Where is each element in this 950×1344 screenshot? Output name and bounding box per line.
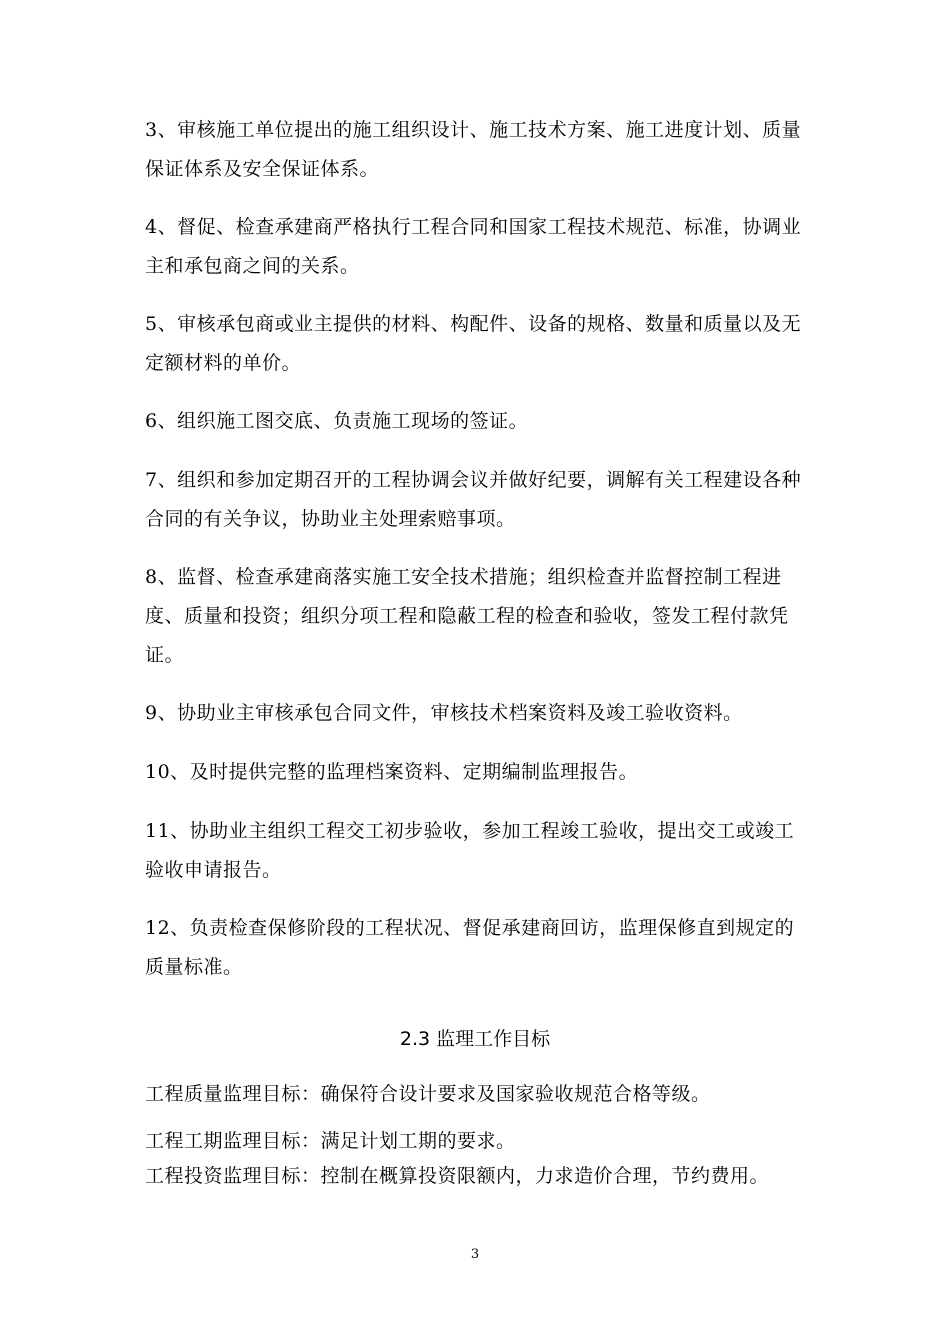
list-item-7: 7、组织和参加定期召开的工程协调会议并做好纪要，调解有关工程建设各种合同的有关争议，协助业主处理索赔事项。 [145, 469, 802, 530]
goal-schedule: 工程工期监理目标：满足计划工期的要求。 [145, 1130, 516, 1152]
page-number: 3 [470, 1247, 480, 1262]
goal-investment: 工程投资监理目标：控制在概算投资限额内，力求造价合理，节约费用。 [145, 1165, 770, 1187]
list-item-9: 9、协助业主审核承包合同文件，审核技术档案资料及竣工验收资料。 [145, 702, 743, 724]
list-item-10: 10、及时提供完整的监理档案资料、定期编制监理报告。 [145, 761, 639, 783]
list-item-3: 3、审核施工单位提出的施工组织设计、施工技术方案、施工进度计划、质量保证体系及安全保证体系。 [145, 119, 802, 180]
list-item-11: 11、协助业主组织工程交工初步验收，参加工程竣工验收，提出交工或竣工验收申请报告。 [145, 820, 795, 881]
section-heading: 2.3 监理工作目标 [399, 1028, 551, 1050]
goal-quality: 工程质量监理目标：确保符合设计要求及国家验收规范合格等级。 [145, 1083, 711, 1105]
list-item-8: 8、监督、检查承建商落实施工安全技术措施；组织检查并监督控制工程进度、质量和投资；组织分项工程和隐蔽工程的检查和验收，签发工程付款凭证。 [145, 566, 789, 666]
list-item-12: 12、负责检查保修阶段的工程状况、督促承建商回访，监理保修直到规定的质量标准。 [145, 917, 795, 978]
list-item-6: 6、组织施工图交底、负责施工现场的签证。 [145, 410, 529, 432]
list-item-4: 4、督促、检查承建商严格执行工程合同和国家工程技术规范、标准，协调业主和承包商之间的关系。 [145, 216, 802, 277]
list-item-5: 5、审核承包商或业主提供的材料、构配件、设备的规格、数量和质量以及无定额材料的单价。 [145, 313, 802, 374]
